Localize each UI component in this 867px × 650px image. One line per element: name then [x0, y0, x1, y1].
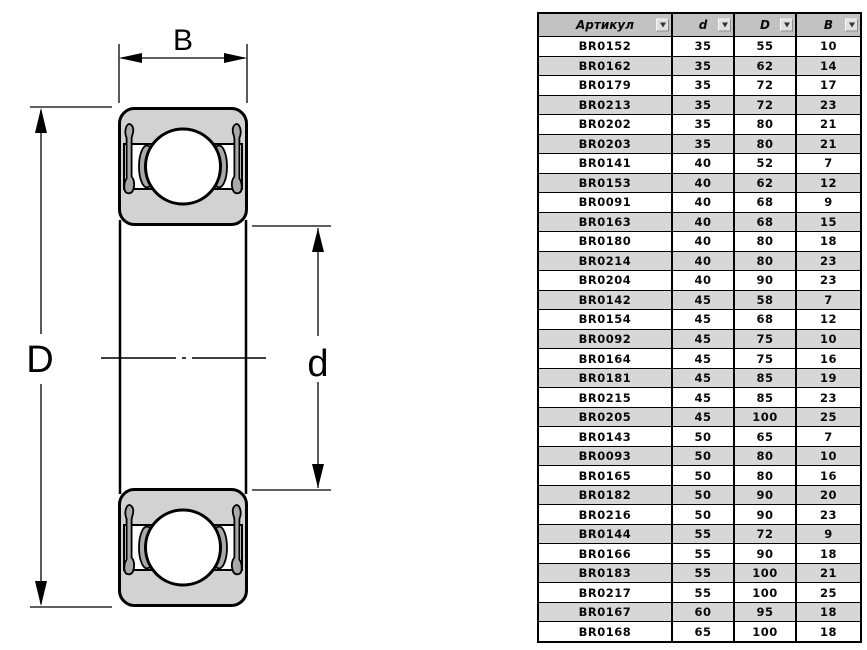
table-cell: 55: [671, 544, 733, 563]
table-cell: 16: [795, 466, 860, 485]
table-cell: BR0143: [578, 429, 632, 444]
table-cell: 25: [795, 583, 860, 602]
dropdown-arrow-icon: [660, 23, 666, 28]
table-cell: 40: [671, 232, 733, 251]
table-row: [539, 543, 860, 563]
table-cell: BR0141: [578, 156, 632, 171]
table-cell: 100: [733, 583, 795, 602]
table-cell: 18: [795, 544, 860, 563]
table-row: [539, 153, 860, 173]
table-cell: 100: [733, 408, 795, 427]
table-cell: 55: [671, 583, 733, 602]
table-cell: 9: [795, 193, 860, 212]
table-cell: 40: [671, 193, 733, 212]
table-cell: 68: [733, 310, 795, 329]
label-d-outer: D: [26, 339, 54, 381]
table-row: [539, 582, 860, 602]
table-cell: 14: [795, 57, 860, 76]
table-cell: 80: [733, 115, 795, 134]
table-row: [539, 212, 860, 232]
table-cell: 100: [733, 564, 795, 583]
filter-dropdown-button[interactable]: [718, 19, 731, 32]
table-row: [539, 465, 860, 485]
table-cell: 23: [795, 505, 860, 524]
table-cell: BR0091: [578, 195, 632, 210]
column-header-label: B: [823, 18, 834, 32]
table-cell: 75: [733, 330, 795, 349]
table-cell: 80: [733, 466, 795, 485]
table-cell: BR0181: [578, 371, 632, 386]
bearing-section-bottom: [120, 490, 247, 606]
table-cell: 90: [733, 544, 795, 563]
table-cell: BR0183: [578, 566, 632, 581]
table-cell: 95: [733, 603, 795, 622]
table-cell: 45: [671, 369, 733, 388]
table-cell: 18: [795, 622, 860, 641]
table-cell: 9: [795, 525, 860, 544]
table-cell: 72: [733, 96, 795, 115]
table-cell: BR0217: [578, 585, 632, 600]
column-header-label: D: [760, 18, 770, 32]
table-cell: 65: [671, 622, 733, 641]
table-cell: 50: [671, 505, 733, 524]
table-cell: BR0215: [578, 390, 632, 405]
table-cell: BR0093: [578, 449, 632, 464]
table-cell: 58: [733, 291, 795, 310]
table-cell: 21: [795, 564, 860, 583]
table-cell: 50: [671, 447, 733, 466]
table-cell: 35: [671, 37, 733, 56]
column-header-b-width[interactable]: [795, 14, 860, 36]
table-cell: BR0180: [578, 234, 632, 249]
table-cell: 50: [671, 466, 733, 485]
table-cell: 16: [795, 349, 860, 368]
table-cell: 50: [671, 427, 733, 446]
table-cell: 85: [733, 369, 795, 388]
table-cell: 25: [795, 408, 860, 427]
table-cell: 23: [795, 388, 860, 407]
table-cell: 23: [795, 271, 860, 290]
table-row: [539, 348, 860, 368]
dimension-outer-diameter: [26, 107, 112, 607]
column-header-articul[interactable]: [539, 14, 671, 36]
table-cell: 21: [795, 115, 860, 134]
filter-dropdown-button[interactable]: [656, 19, 669, 32]
table-cell: 23: [795, 252, 860, 271]
table-cell: 55: [671, 525, 733, 544]
table-cell: 100: [733, 622, 795, 641]
table-cell: BR0163: [578, 214, 632, 229]
table-cell: BR0144: [578, 527, 632, 542]
table-body: [539, 36, 860, 641]
table-cell: 19: [795, 369, 860, 388]
table-row: [539, 309, 860, 329]
table-cell: BR0153: [578, 175, 632, 190]
table-cell: 90: [733, 486, 795, 505]
table-cell: 40: [671, 174, 733, 193]
table-row: [539, 75, 860, 95]
table-cell: 68: [733, 193, 795, 212]
table-row: [539, 134, 860, 154]
column-header-d-outer[interactable]: [733, 14, 795, 36]
table-cell: 35: [671, 135, 733, 154]
table-cell: 23: [795, 96, 860, 115]
table-cell: 60: [671, 603, 733, 622]
table-cell: 21: [795, 135, 860, 154]
column-header-label: Артикул: [576, 18, 634, 32]
table-cell: 85: [733, 388, 795, 407]
label-b: B: [172, 24, 194, 57]
column-header-label: d: [698, 18, 708, 32]
table-header-row: [539, 14, 860, 36]
table-cell: 72: [733, 525, 795, 544]
table-cell: 90: [733, 271, 795, 290]
table-cell: 7: [795, 291, 860, 310]
table-cell: BR0205: [578, 410, 632, 425]
table-cell: 80: [733, 252, 795, 271]
table-cell: 65: [733, 427, 795, 446]
table-cell: 18: [795, 232, 860, 251]
table-row: [539, 114, 860, 134]
table-cell: BR0152: [578, 39, 632, 54]
table-cell: BR0162: [578, 58, 632, 73]
table-cell: 18: [795, 603, 860, 622]
table-cell: 20: [795, 486, 860, 505]
label-d-bore: d: [307, 343, 329, 385]
table-row: [539, 192, 860, 212]
table-cell: 45: [671, 349, 733, 368]
filter-dropdown-button[interactable]: [780, 19, 793, 32]
column-header-d-bore[interactable]: [671, 14, 733, 36]
table-row: [539, 368, 860, 388]
table-row: [539, 387, 860, 407]
table-cell: 35: [671, 96, 733, 115]
table-cell: 75: [733, 349, 795, 368]
table-cell: 55: [733, 37, 795, 56]
table-cell: 35: [671, 57, 733, 76]
dropdown-arrow-icon: [784, 23, 790, 28]
table-row: [539, 563, 860, 583]
table-row: [539, 329, 860, 349]
table-cell: 17: [795, 76, 860, 95]
filter-dropdown-button[interactable]: [845, 19, 858, 32]
table-cell: 90: [733, 505, 795, 524]
table-cell: 35: [671, 115, 733, 134]
table-cell: 45: [671, 310, 733, 329]
table-cell: BR0154: [578, 312, 632, 327]
table-row: [539, 602, 860, 622]
table-cell: 15: [795, 213, 860, 232]
table-cell: 40: [671, 213, 733, 232]
table-cell: 52: [733, 154, 795, 173]
table-cell: 45: [671, 408, 733, 427]
table-cell: BR0214: [578, 253, 632, 268]
table-cell: BR0204: [578, 273, 632, 288]
table-row: [539, 36, 860, 56]
table-row: [539, 485, 860, 505]
table-row: [539, 231, 860, 251]
table-cell: 12: [795, 310, 860, 329]
dropdown-arrow-icon: [849, 23, 855, 28]
table-row: [539, 251, 860, 271]
table-row: [539, 524, 860, 544]
table-cell: 55: [671, 564, 733, 583]
table-cell: 40: [671, 252, 733, 271]
table-cell: BR0142: [578, 292, 632, 307]
table-row: [539, 621, 860, 641]
table-cell: 7: [795, 427, 860, 446]
specs-table: [537, 12, 862, 643]
table-cell: BR0166: [578, 546, 632, 561]
table-row: [539, 95, 860, 115]
table-cell: 80: [733, 447, 795, 466]
dimension-width-b: [119, 24, 247, 103]
table-cell: BR0216: [578, 507, 632, 522]
table-row: [539, 407, 860, 427]
table-cell: 45: [671, 330, 733, 349]
table-cell: 45: [671, 388, 733, 407]
table-cell: 12: [795, 174, 860, 193]
table-cell: 62: [733, 57, 795, 76]
dropdown-arrow-icon: [722, 23, 728, 28]
table-cell: 40: [671, 154, 733, 173]
table-cell: 68: [733, 213, 795, 232]
table-cell: 72: [733, 76, 795, 95]
table-cell: 62: [733, 174, 795, 193]
table-row: [539, 270, 860, 290]
table-row: [539, 56, 860, 76]
table-cell: BR0168: [578, 624, 632, 639]
table-cell: 80: [733, 135, 795, 154]
table-cell: BR0182: [578, 488, 632, 503]
table-cell: BR0164: [578, 351, 632, 366]
table-cell: 10: [795, 37, 860, 56]
table-cell: BR0179: [578, 78, 632, 93]
table-cell: BR0092: [578, 331, 632, 346]
table-cell: BR0165: [578, 468, 632, 483]
bearing-section-top: [120, 109, 247, 225]
table-cell: 35: [671, 76, 733, 95]
table-cell: BR0167: [578, 605, 632, 620]
table-cell: BR0203: [578, 136, 632, 151]
table-cell: 45: [671, 291, 733, 310]
table-row: [539, 504, 860, 524]
table-cell: BR0202: [578, 117, 632, 132]
table-row: [539, 446, 860, 466]
table-cell: 10: [795, 447, 860, 466]
table-row: [539, 290, 860, 310]
table-row: [539, 173, 860, 193]
table-cell: 7: [795, 154, 860, 173]
table-row: [539, 426, 860, 446]
table-cell: 50: [671, 486, 733, 505]
table-cell: 40: [671, 271, 733, 290]
table-cell: 10: [795, 330, 860, 349]
table-cell: 80: [733, 232, 795, 251]
table-cell: BR0213: [578, 97, 632, 112]
